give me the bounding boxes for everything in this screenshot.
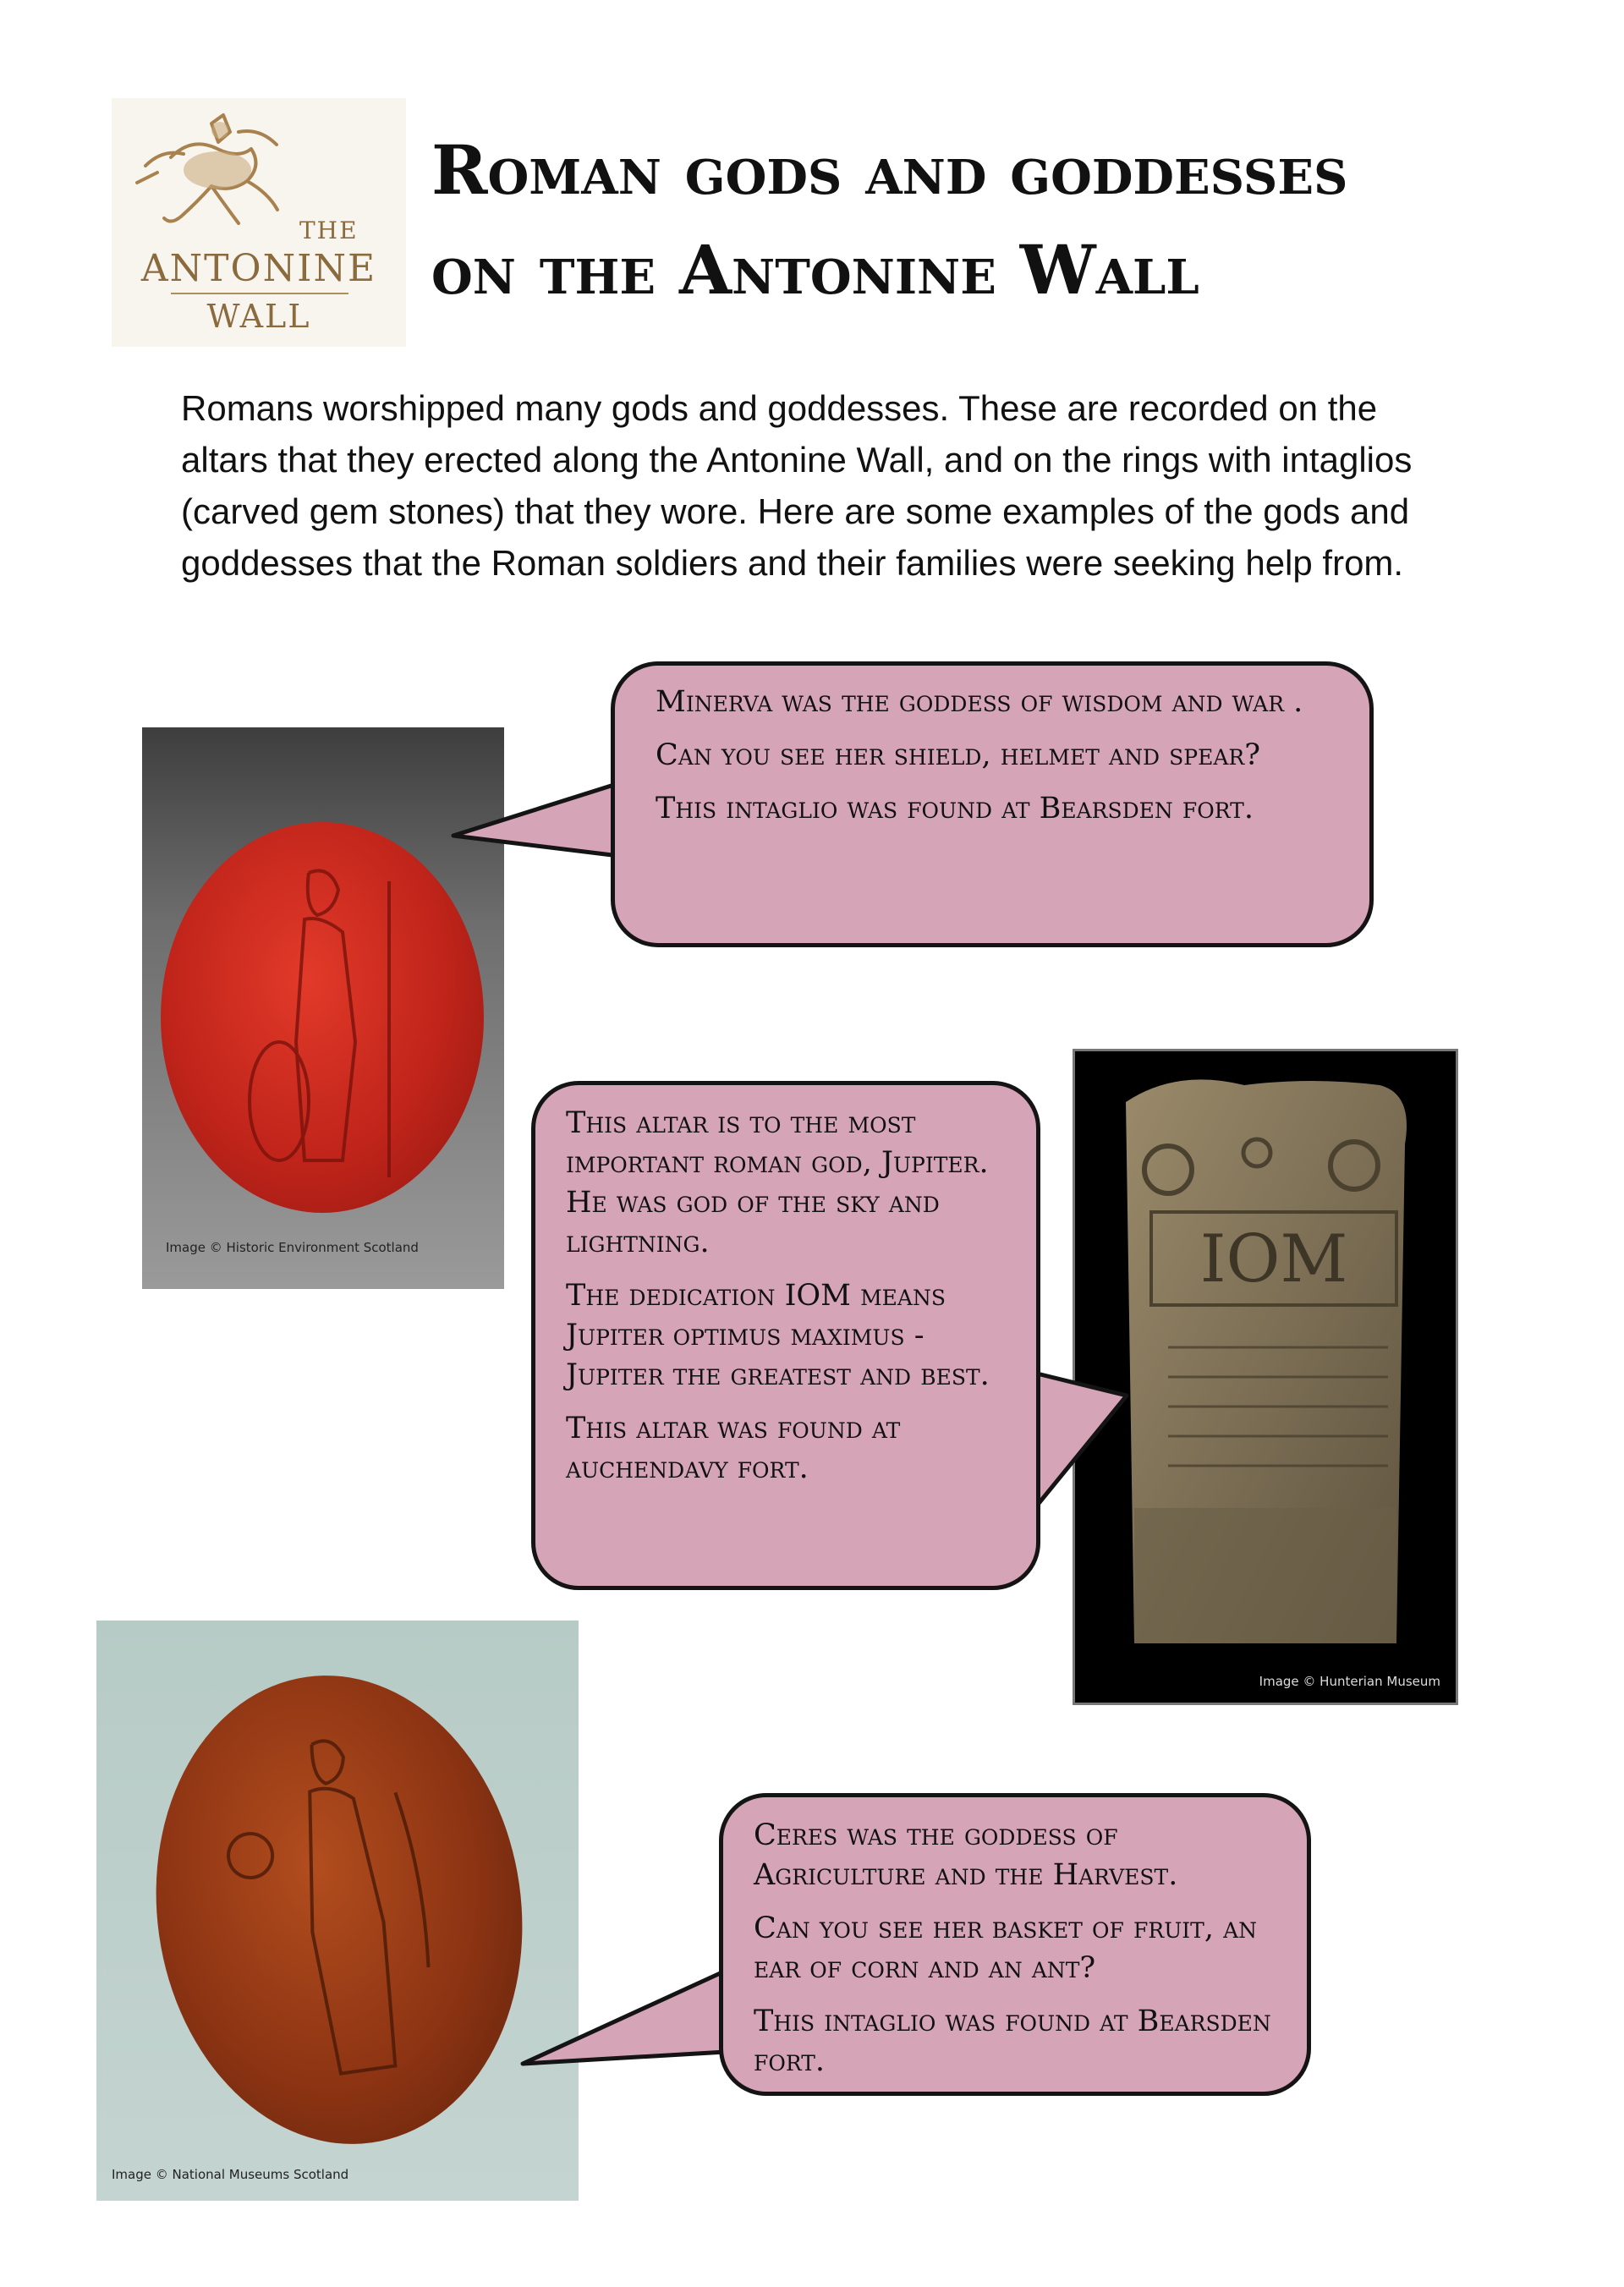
ceres-intaglio-image (96, 1621, 579, 2201)
logo-the-text: THE (299, 217, 359, 244)
bubble-text: This altar was found at auchendavy fort. (566, 1412, 901, 1485)
bubble-text: The dedication IOM means Jupiter optimus maximus - Jupiter the greatest and best. (566, 1279, 990, 1392)
bubble-text: Can you see her basket of fruit, an ear of corn and an ant? (754, 1911, 1257, 1985)
bubble-text: Can you see her shield, helmet and spear? (656, 738, 1260, 772)
minerva-figure-icon (161, 822, 484, 1213)
speech-bubble-tail (1032, 1370, 1133, 1514)
logo-divider (171, 293, 348, 294)
logo-wall-text: WALL (206, 298, 311, 335)
logo-antonine-text: ANTONINE (140, 247, 377, 290)
speech-bubble-tail (453, 780, 623, 881)
ceres-speech-bubble (719, 1793, 1311, 2096)
image-credit: Image © Historic Environment Scotland (166, 1240, 419, 1255)
svg-text:IOM: IOM (1199, 1221, 1348, 1297)
bubble-text: This altar is to the most important roman god, Jupiter. He was god of the sky and lightning. (566, 1106, 989, 1259)
minerva-speech-bubble (611, 661, 1374, 947)
speech-bubble-tail (519, 1945, 731, 2072)
page-title (431, 120, 1599, 320)
bubble-text: Minerva was the goddess of wisdom and war . (656, 685, 1303, 719)
bubble-text: This intaglio was found at Bearsden fort. (656, 792, 1254, 825)
image-credit: Image © Hunterian Museum (1259, 1674, 1440, 1689)
page-title-line-2: on the Antonine Wall (431, 230, 1199, 310)
intro-paragraph: Romans worshipped many gods and goddesses. These are recorded on the altars that they erected along the Antonine Wall, and on the rings with intaglios (carved gem stones) that they wore. Here are some examples of the gods and goddesses that the Roman soldiers and their families were seeking help from. (181, 388, 1413, 583)
red-gem-stone (161, 822, 484, 1213)
minerva-intaglio-image (142, 727, 504, 1289)
antonine-wall-logo (112, 98, 406, 347)
ceres-figure-icon (126, 1652, 551, 2168)
image-credit: Image © National Museums Scotland (112, 2167, 349, 2182)
brown-gem-stone (126, 1652, 551, 2168)
jupiter-speech-bubble (531, 1081, 1040, 1590)
bubble-text: This intaglio was found at Bearsden fort. (754, 2005, 1271, 2078)
bubble-text: Ceres was the goddess of Agriculture and the Harvest. (754, 1818, 1178, 1892)
page-title-line-1: Roman gods and goddesses (431, 130, 1348, 210)
